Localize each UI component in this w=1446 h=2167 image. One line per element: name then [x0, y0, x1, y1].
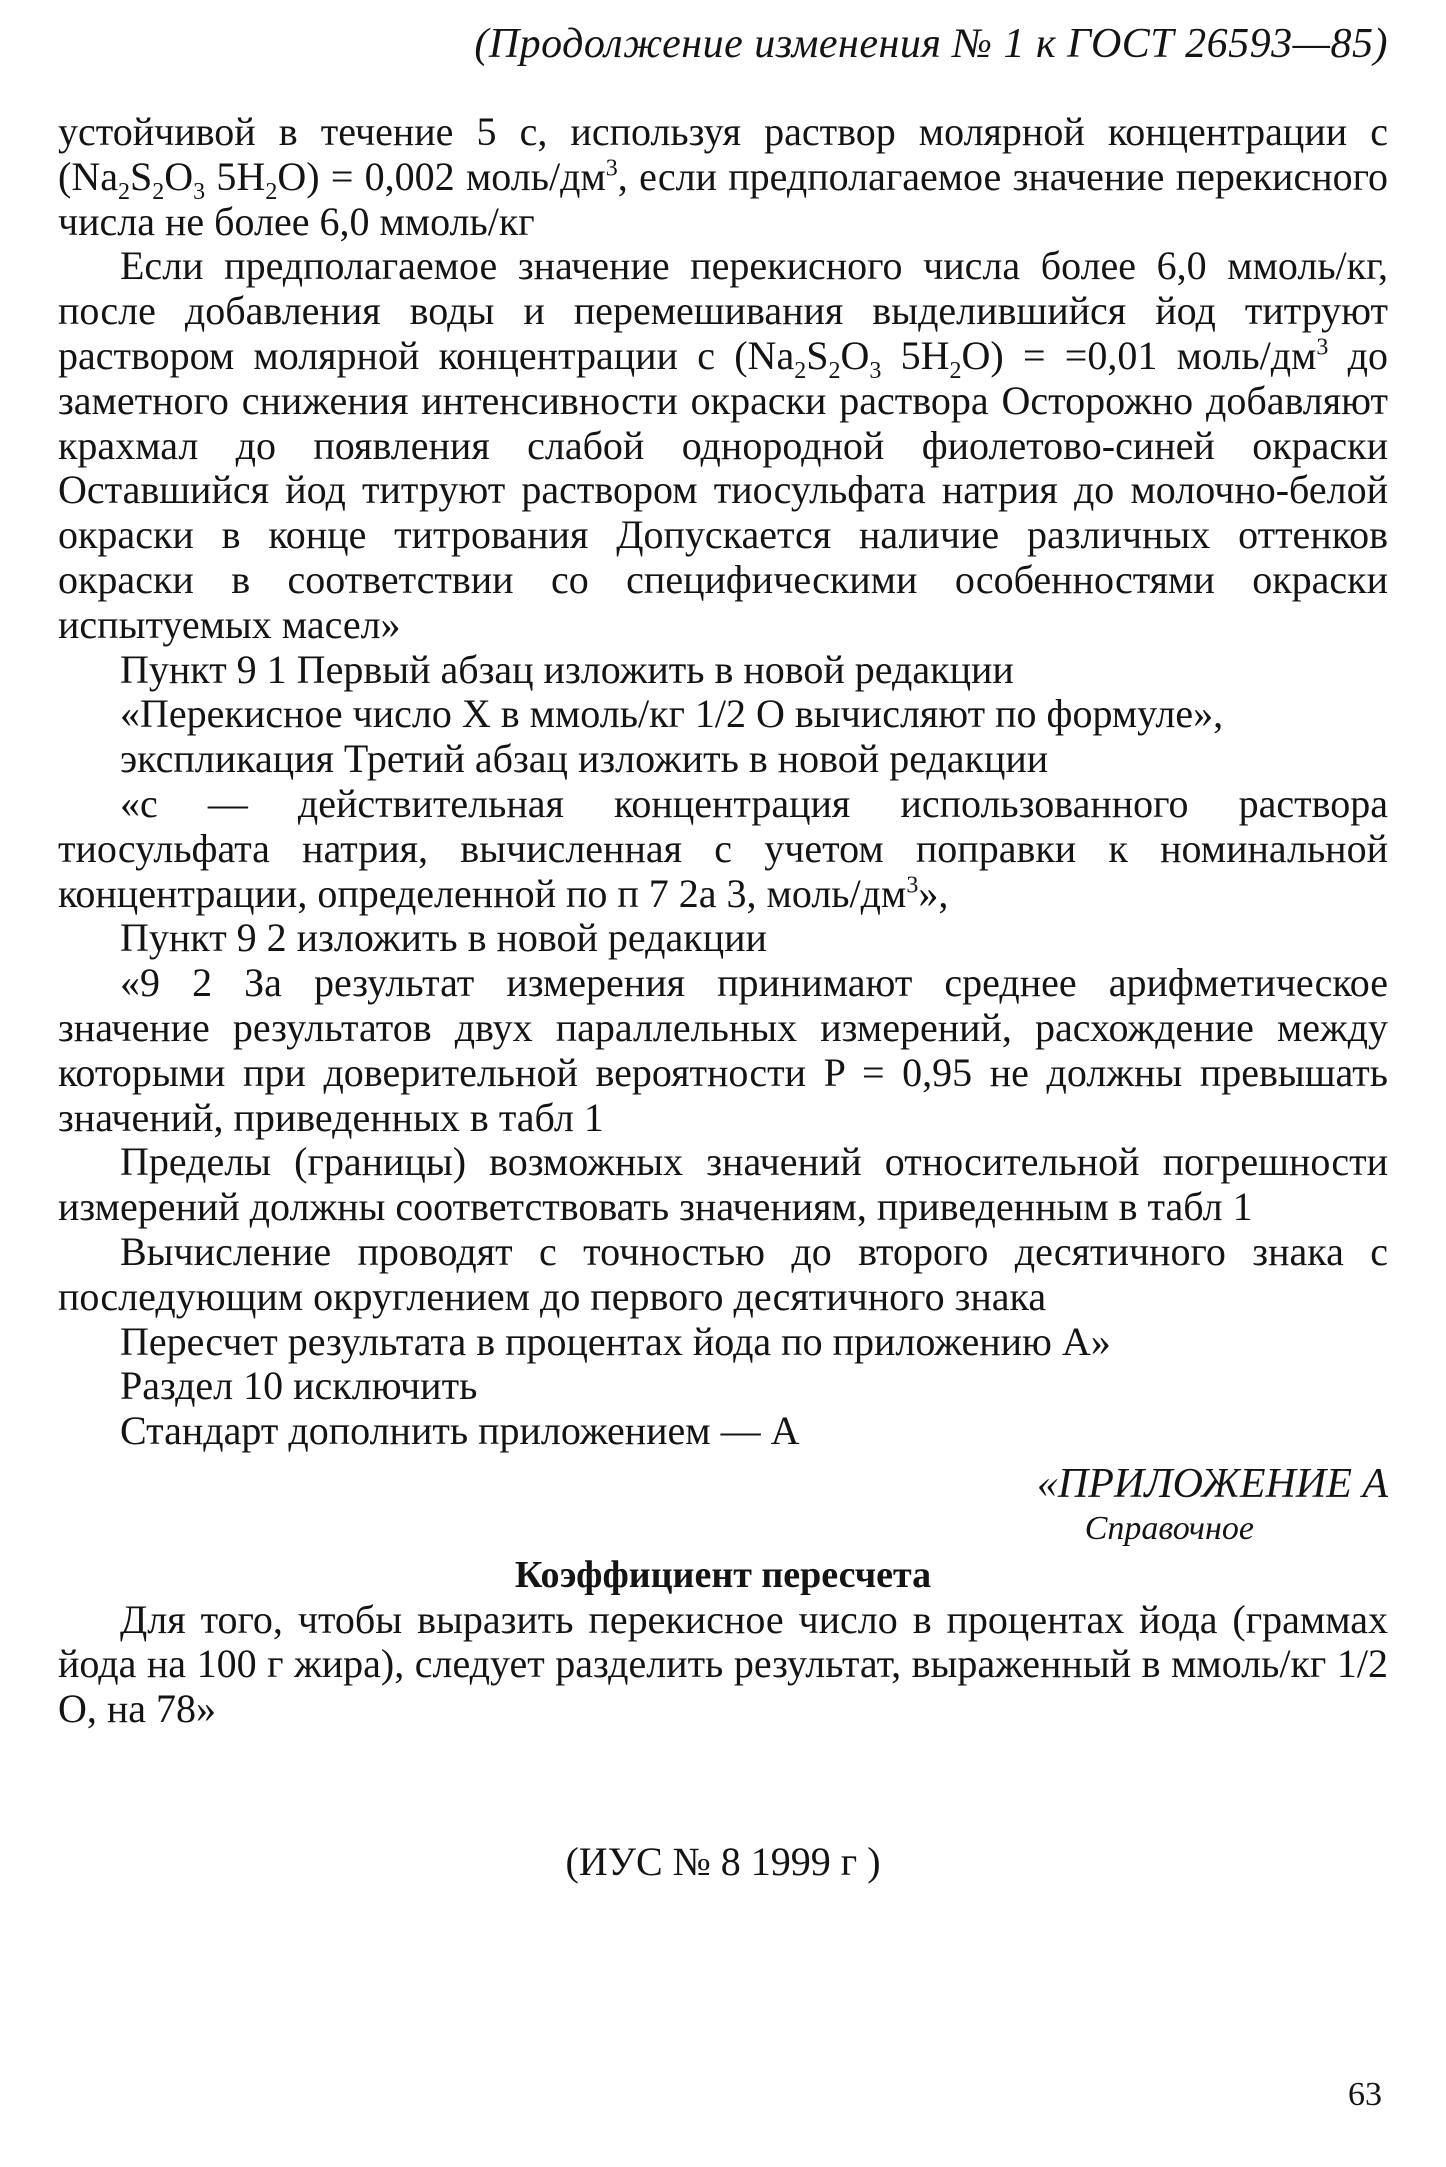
paragraph-6: «c — действительная концентрация использованного раствора тиосульфата натрия, вычисленная с учетом поправки к номинальной концентрации, определенной по п 7 2а 3, моль/$дм^3$», — [58, 780, 1388, 916]
paragraph-11: Пересчет результата в процентах йода по приложению А» — [120, 1318, 1111, 1364]
document-page — [58, 0, 1388, 2167]
appendix-type: Справочное — [1084, 1509, 1254, 1547]
ius-reference: (ИУС № 8 1999 г ) — [565, 1839, 881, 1884]
appendix-title: Коэффициент пересчета — [514, 1553, 932, 1596]
paragraph-13: Стандарт дополнить приложением — А — [120, 1408, 800, 1454]
appendix-text: Для того, чтобы выразить перекисное число в процентах йода (граммах йода на 100 г жира), следует разделить результат, выраженный в ммоль/кг 1/2 О, на 78» — [58, 1596, 1388, 1732]
page-header: (Продолжение изменения № 1 к ГОСТ 26593—85) — [474, 21, 1388, 67]
paragraph-5: экспликация Третий абзац изложить в новой редакции — [120, 736, 1049, 782]
appendix-label: «ПРИЛОЖЕНИЕ А — [1036, 1460, 1388, 1507]
paragraph-4: «Перекисное число X в ммоль/кг 1/2 О вычисляют по формуле», — [120, 691, 1224, 737]
paragraph-12: Раздел 10 исключить — [120, 1363, 478, 1409]
page-number: 63 — [1348, 2076, 1382, 2113]
paragraph-7: Пункт 9 2 изложить в новой редакции — [120, 915, 767, 961]
document-body — [58, 110, 1388, 1732]
paragraph-3: Пункт 9 1 Первый абзац изложить в новой редакции — [120, 646, 1014, 692]
paragraph-8: «9 2 За результат измерения принимают среднее арифметическое значение результатов двух параллельных измерений, расхождение между которыми при доверительной вероятности P = 0,95 не должны превышать значений, приведенных в табл 1 — [58, 960, 1388, 1140]
paragraph-10: Вычисление проводят с точностью до второго десятичного знака с последующим округлением до первого десятичного знака — [58, 1228, 1388, 1319]
paragraph-1: устойчивой в течение 5 с, используя раствор молярной концентрации c ($Na_2S_2O_3$ $5H_2O) = 0,002$ моль/$дм^3$, если предполагаемое значение перекисного числа не более 6,0 ммоль/кг — [58, 109, 1389, 244]
paragraph-2: Если предполагаемое значение перекисного числа более 6,0 ммоль/кг, после добавления воды и перемешивания выделившийся йод титруют раствором молярной концентрации c ($Na_2S_2O_3$ $5H_2O) = =0,01$ моль/$дм^3$ до заметного снижения интенсивности окраски раствора Осторожно добавляют крахмал до появления слабой однородной фиолетово-синей окраски Оставшийся йод титруют раствором тиосульфата натрия до молочно-белой окраски в конце титрования Допускается наличие различных оттенков окраски в соответствии со специфическими особенностями окраски испытуемых масел» — [58, 243, 1389, 647]
paragraph-9: Пределы (границы) возможных значений относительной погрешности измерений должны соответствовать значениям, приведенным в табл 1 — [58, 1139, 1388, 1230]
